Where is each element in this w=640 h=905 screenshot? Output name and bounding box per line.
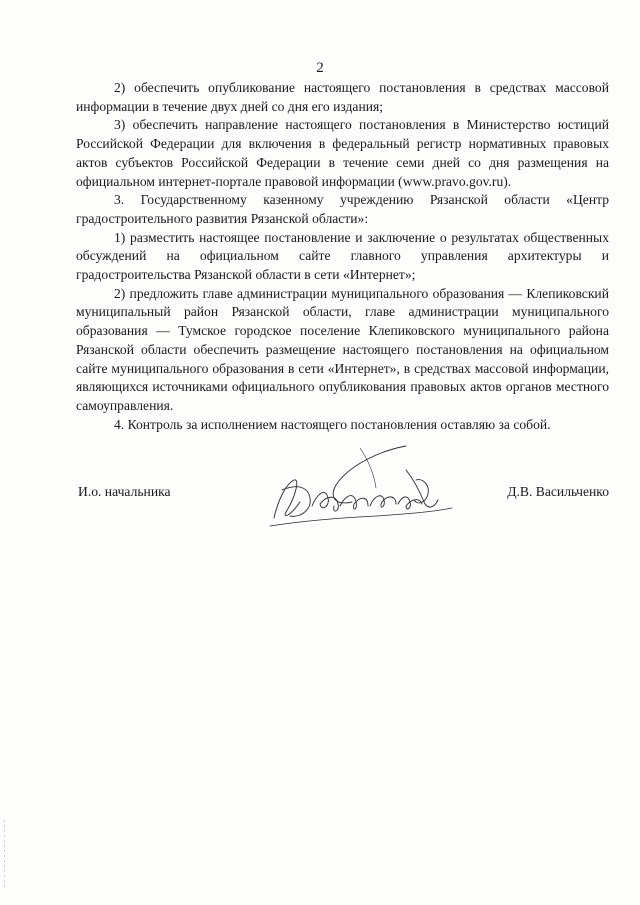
scan-edge-mark bbox=[4, 820, 5, 890]
paragraph-state-institution: 3. Государственному казенному учреждению Рязанской области «Центр градостроительного развития Рязанской области»: bbox=[76, 192, 609, 226]
paragraph-municipal-placement: 2) предложить главе администрации муниципального образования — Клепиковский муниципальный район Рязанской области, главе администрации муниципального образования — Тумское городское поселение Клепиковского муниципального района Рязанской области обеспечить размещение настоящего постановления на официальном сайте муниципального образования в сети «Интернет», в средствах массовой информации, являющихся источниками официального опубликования правовых актов органов местного самоуправления. bbox=[76, 285, 609, 413]
signatory-name: Д.В. Васильченко bbox=[507, 484, 609, 499]
handwritten-signature bbox=[256, 440, 456, 535]
paragraph-control: 4. Контроль за исполнением настоящего постановления оставляю за собой. bbox=[114, 416, 551, 432]
paragraph-publication: 2) обеспечить опубликование настоящего постановления в средствах массовой информации в течение двух дней со дня его издания; bbox=[76, 80, 609, 114]
paragraph-ministry-of-justice: 3) обеспечить направление настоящего постановления в Министерство юстиций Российской Федерации для включения в федеральный регистр нормативных правовых актов субъектов Российской Федерации в течение семи дней со дня размещения на официальном интернет-портале правовой информации (www.pravo.gov.ru). bbox=[76, 117, 609, 189]
paragraph-placement-website: 1) разместить настоящее постановление и заключение о результатах общественных обсуждений на официальном сайте главного управления архитектуры и градостроительства Рязанской области в сети «Интернет»; bbox=[76, 229, 609, 283]
page-number: 2 bbox=[316, 60, 324, 76]
document-body bbox=[76, 79, 609, 434]
signatory-title: И.о. начальника bbox=[78, 484, 171, 499]
